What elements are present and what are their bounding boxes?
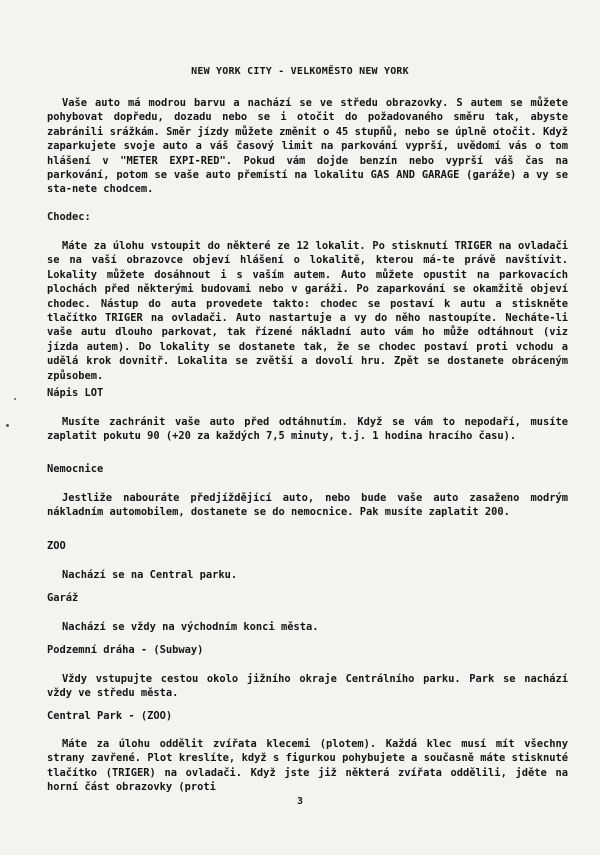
page-number: 3 <box>296 796 304 807</box>
section-text-garaz: Nachází se vždy na východním konci města. <box>62 621 319 633</box>
section-heading-zoo: ZOO <box>47 540 66 552</box>
section-heading-central-park: Central Park - (ZOO) <box>47 710 173 722</box>
section-heading-chodec: Chodec: <box>47 211 91 223</box>
section-heading-nemocnice: Nemocnice <box>47 463 104 475</box>
section-text-lot: Musíte zachránit vaše auto před odtáhnutím. Když se vám to nepodaří, musíte zaplatit pokutu 90 (+20 za každých 7,5 minuty, t.j. 1 hodina hracího času). <box>47 416 568 443</box>
section-text-zoo: Nachází se na Central parku. <box>62 569 238 581</box>
section-text-nemocnice: Jestliže nabouráte předjíždějící auto, nebo bude vaše auto zasaženo modrým nákladním automobilem, dostanete se do nemocnice. Pak musíte zaplatit 200. <box>47 492 568 519</box>
page-title: NEW YORK CITY - VELKOMĚSTO NEW YORK <box>191 66 409 77</box>
section-heading-lot: Nápis LOT <box>47 387 104 399</box>
scan-speck <box>6 424 9 427</box>
intro-paragraph: Vaše auto má modrou barvu a nachází se ve středu obrazovky. S autem se můžete pohybovat dopředu, dozadu nebo se i otočit do požadovaného směru tak, abyste zabránili srážkám. Směr jízdy můžete změnit o 45 stupňů, nebo se úplně otočit. Když zaparkujete svoje auto a váš časový limit na parkování vyprší, uvědomí vás o tom hlášení v "METER EXPI-RED". Pokud vám dojde benzín nebo vyprší váš čas na parkování, potom se vaše auto přemístí na lokalitu GAS AND GARAGE (garáže) a vy se sta-nete chodcem. <box>47 97 568 196</box>
section-text-subway: Vždy vstupujte cestou okolo jižního okraje Centrálního parku. Park se nachází vždy ve středu města. <box>47 673 568 700</box>
section-text-central-park: Máte za úlohu oddělit zvířata klecemi (plotem). Každá klec musí mít všechny strany zavřené. Plot kreslíte, když s figurkou pohybujete a současně máte stisknuté tlačítko (TRIGER) na ovladači. Když jste již některá zvířata oddělili, jděte na horní část obrazovky (proti <box>47 738 568 794</box>
scan-speck <box>14 398 16 400</box>
section-heading-subway: Podzemní dráha - (Subway) <box>47 644 204 656</box>
section-heading-garaz: Garáž <box>47 592 79 604</box>
section-text-chodec: Máte za úlohu vstoupit do některé ze 12 lokalit. Po stisknutí TRIGER na ovladači se na vaší obrazovce objeví hlášení o lokalitě, kterou má-te právě navštívit. Lokality můžete dosáhnout i s vaším autem. Auto můžete opustit na parkovacích plochách před některými budovami nebo v garáži. Po zaparkování se okamžitě objeví chodec. Nástup do auta provedete takto: chodec se postaví k autu a stiskněte tlačítko TRIGER na ovladači. Auto nastartuje a vy do něho nastoupíte. Necháte-li vaše autu dlouho parkovat, tak řízené nákladní auto vám ho může odtáhnout (viz jízda autem). Do lokality se dostanete tak, že se chodec postaví proti vchodu a udělá krok dovnitř. Lokalita se zvětší a dovolí hru. Zpět se dostanete obráceným způsobem. <box>47 240 568 382</box>
